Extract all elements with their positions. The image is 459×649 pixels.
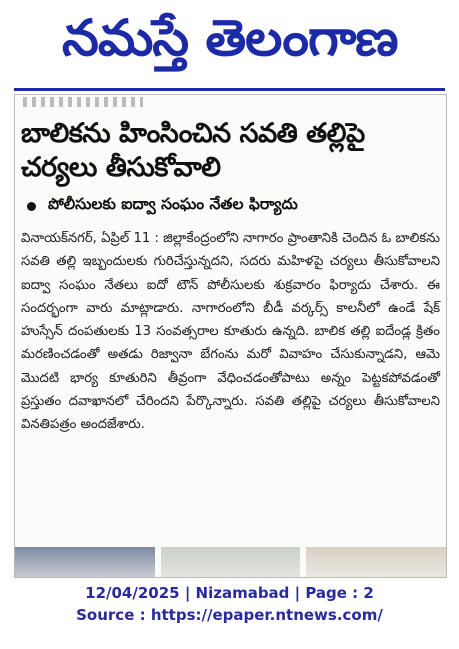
newspaper-masthead [0,0,459,88]
photo-fragment [306,547,446,577]
cut-off-text-fragment [23,97,143,107]
masthead-divider [14,88,445,91]
edition-info: 12/04/2025 | Nizamabad | Page : 2 [85,584,374,602]
source-link[interactable]: Source : https://epaper.ntnews.com/ [76,606,383,624]
photo-fragment [15,547,155,577]
photo-fragment [161,547,301,577]
source-footer [0,582,459,626]
article-subheadline: పోలీసులకు ఐద్వా సంఘం నేతల ఫిర్యాదు [48,195,298,213]
news-clipping [14,94,447,578]
article-body: వినాయక్‌నగర్, ఏప్రిల్ 11 : జిల్లాకేంద్రంలోని నాగారం ప్రాంతానికి చెందిన ఓ బాలికను సవతి తల్లి ఇబ్బందులకు గురిచేస్తున్నదని, సదరు మహిళపై చర్యలు తీసుకోవాలని ఐద్వా సంఘం నేతలు ఐదో టౌన్ పోలీసులకు శుక్రవారం ఫిర్యాదు చేశారు. ఈ సందర్భంగా వారు మాట్లాడారు. నాగారంలోని బీడీ వర్కర్స్ కాలనీలో ఉండే షేక్ హుస్సేన్ దంపతులకు 13 సంవత్సరాల కూతురు ఉన్నది. బాలిక తల్లి ఐదేండ్ల క్రితం మరణించడంతో అతడు రిజ్వానా బేగంను మరో వివాహం చేసుకున్నాడని, ఆమె మొదటి భార్య కూతురిని తీవ్రంగా వేధించడంతోపాటు అన్నం పెట్టకపోవడంతో ప్రస్తుతం దవాఖానలో చేరిందని పేర్కొన్నారు. సవతి తల్లిపై చర్యలు తీసుకోవాలని వినతిపత్రం అందజేశారు. [21,231,440,433]
adjacent-photo-strip [15,547,446,577]
masthead-title: నమస్తే తెలంగాణ [61,8,398,67]
article-headline: బాలికను హింసించిన సవతి తల్లిపై చర్యలు తీసుకోవాలి [21,118,365,183]
bullet-icon [27,202,36,211]
article-subheadline-row [27,195,439,217]
